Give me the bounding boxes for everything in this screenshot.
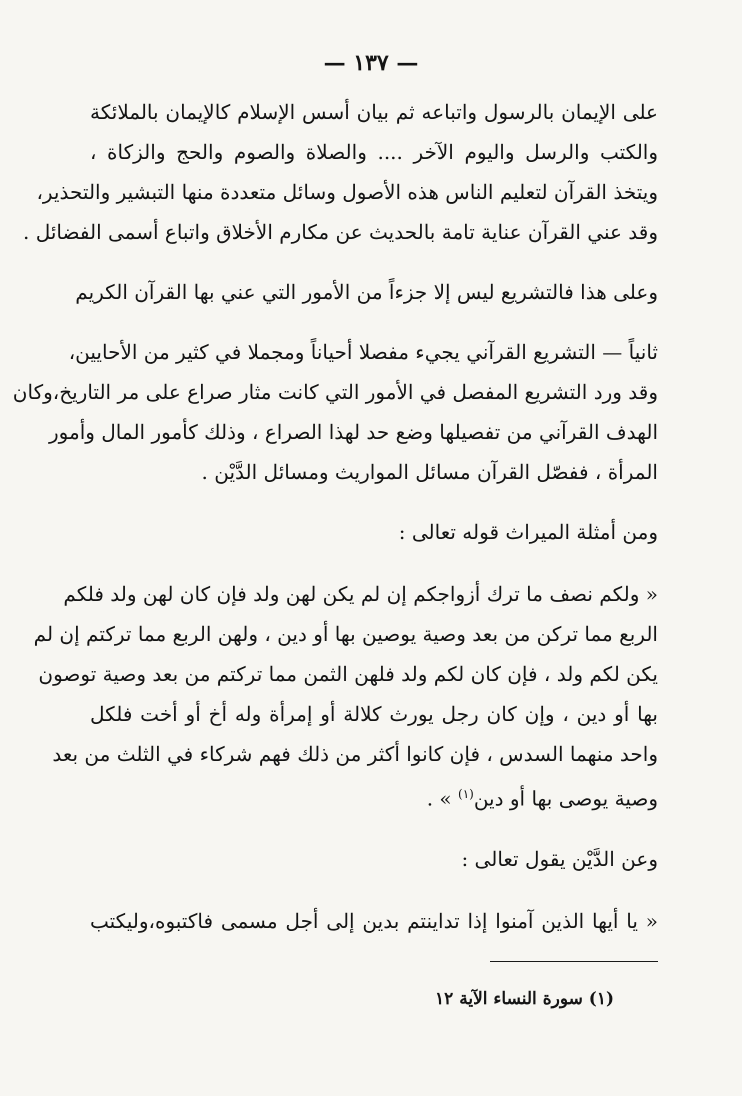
text-line: المرأة ، ففصّل القرآن مسائل المواريث ومسائل الدَّيْن . <box>201 460 658 484</box>
text-line: « ولكم نصف ما ترك أزواجكم إن لم يكن لهن ولد فإن كان لهن ولد فلكم <box>63 582 658 606</box>
footnote-reference[interactable]: (١) <box>458 787 474 801</box>
text-line: وعن الدَّيْن يقول تعالى : <box>461 846 658 871</box>
footnote: (١) سورة النساء الآية ١٢ <box>435 989 614 1009</box>
text-line: وعلى هذا فالتشريع ليس إلا جزءاً من الأمور التي عني بها القرآن الكريم <box>75 280 658 304</box>
text-line: بها أو دين ، وإن كان رجل يورث كلالة أو إمرأة وله أخ أو أخت فلكل <box>90 702 658 726</box>
paragraph-inheritance-intro <box>90 512 658 552</box>
text-line: والكتب والرسل واليوم الآخر .... والصلاة والصوم والحج والزكاة ، <box>90 140 658 164</box>
text-line: « يا أيها الذين آمنوا إذا تداينتم بدين إلى أجل مسمى فاكتبوه،وليكتب <box>90 908 658 933</box>
text-line: ومن أمثلة الميراث قوله تعالى : <box>398 520 658 544</box>
paragraph-debt-intro <box>90 839 658 879</box>
verse-end-text: وصية يوصى بها أو دين <box>473 786 658 811</box>
paragraph-faith-foundations <box>23 92 658 252</box>
footnote-divider <box>490 961 658 962</box>
text-line-with-footnote <box>90 774 658 819</box>
text-line: على الإيمان بالرسول واتباعه ثم بيان أسس الإسلام كالإيمان بالملائكة <box>90 100 658 124</box>
body-text <box>12 92 658 941</box>
page-number: — ١٣٧ — <box>323 50 419 76</box>
quote-inheritance-verse <box>33 574 658 819</box>
verse-closing: » . <box>426 786 458 811</box>
quote-debt-verse <box>90 901 658 941</box>
paragraph-legislation-part <box>75 272 658 312</box>
text-line: ويتخذ القرآن لتعليم الناس هذه الأصول وسائل متعددة منها التبشير والتحذير، <box>36 180 658 204</box>
text-line: الربع مما تركن من بعد وصية يوصين بها أو دين ، ولهن الربع مما تركتم إن لم <box>33 622 658 646</box>
text-line: ثانياً — التشريع القرآني يجيء مفصلا أحياناً ومجملا في كثير من الأحايين، <box>68 340 658 364</box>
text-line: وقد عني القرآن عناية تامة بالحديث عن مكارم الأخلاق واتباع أسمى الفضائل . <box>23 220 658 244</box>
paragraph-secondly <box>12 332 658 492</box>
text-line: وقد ورد التشريع المفصل في الأمور التي كانت مثار صراع على مر التاريخ،وكان <box>12 380 658 404</box>
text-line: يكن لكم ولد ، فإن كان لكم ولد فلهن الثمن مما تركتم من بعد وصية توصون <box>38 662 658 686</box>
text-line: الهدف القرآني من تفصيلها وضع حد لهذا الصراع ، وذلك كأمور المال وأمور <box>49 420 658 444</box>
text-line: واحد منهما السدس ، فإن كانوا أكثر من ذلك فهم شركاء في الثلث من بعد <box>52 742 658 766</box>
